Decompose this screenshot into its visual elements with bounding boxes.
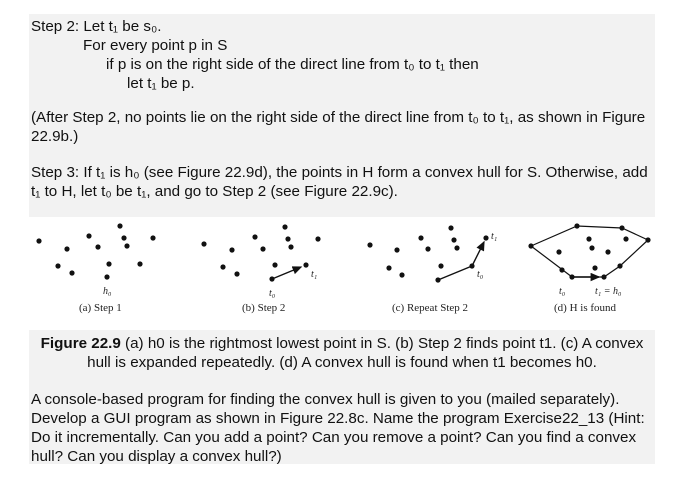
point [451, 237, 456, 242]
point [623, 236, 628, 241]
panel-d-label: (d) H is found [554, 302, 617, 314]
point [124, 243, 129, 248]
label-t1-h0: t₁ = h₀ [595, 286, 622, 297]
point [425, 246, 430, 251]
point [386, 265, 391, 270]
point [418, 235, 423, 240]
point [201, 241, 206, 246]
point [288, 244, 293, 249]
point [399, 272, 404, 277]
point [592, 265, 597, 270]
point [36, 238, 41, 243]
figure-22-9-drawing [29, 217, 655, 330]
point [556, 249, 561, 254]
point [589, 245, 594, 250]
point [448, 225, 453, 230]
point [272, 262, 277, 267]
arrow-t0-t1 [472, 242, 484, 266]
hull-edge [438, 266, 472, 280]
point [252, 234, 257, 239]
panel-a [36, 223, 155, 314]
point [454, 245, 459, 250]
figure-caption [29, 334, 655, 372]
point [64, 246, 69, 251]
label-t0: t₀ [477, 269, 484, 280]
label-t0: t₀ [269, 288, 276, 299]
point [394, 247, 399, 252]
point [605, 249, 610, 254]
point [121, 235, 126, 240]
point [95, 244, 100, 249]
point [367, 242, 372, 247]
figure-22-9 [29, 217, 655, 330]
panel-b-label: (b) Step 2 [242, 302, 286, 314]
point [220, 264, 225, 269]
point [617, 263, 622, 268]
point-t1 [303, 262, 308, 267]
step2-line3: if p is on the right side of the direct line from t₀ to t₁ then [106, 56, 479, 73]
label-t0: t₀ [559, 286, 566, 297]
point-t1-h0 [601, 274, 606, 279]
exercise-paragraph: A console-based program for finding the convex hull is given to you (mailed separately). Develop a GUI program as shown in Figure 22.8c. Name the program Exercise22_13 (Hint: Do it incrementally. Can you add a point? Can you remove a point? Can you find a convex hull? Can you display a convex hull?) [31, 391, 645, 465]
point [285, 236, 290, 241]
convex-hull-polygon [531, 226, 648, 277]
point [559, 267, 564, 272]
label-h0: h₀ [103, 286, 112, 297]
arrow-t0-t1 [272, 267, 301, 279]
point [574, 223, 579, 228]
point [260, 246, 265, 251]
step2-line4: let t₁ be p. [127, 75, 195, 92]
after-step2-note: (After Step 2, no points lie on the right side of the direct line from t₀ to t₁, as shown in Figure 22.9b.) [31, 109, 646, 145]
panel-c [367, 225, 497, 314]
point [315, 236, 320, 241]
point [86, 233, 91, 238]
step3-paragraph: Step 3: If t₁ is h₀ (see Figure 22.9d), the points in H form a convex hull for S. Otherwise, add t₁ to H, let t₀ be t₁, and go to Step 2 (see Figure 22.9c). [31, 164, 648, 200]
panel-d [528, 223, 650, 314]
panel-a-label: (a) Step 1 [79, 302, 122, 314]
caption-text: (a) h0 is the rightmost lowest point in S. (b) Step 2 finds point t1. (c) A convex hull is expanded repeatedly. (d) A convex hull is found when t1 becomes h0. [87, 335, 644, 371]
panel-c-label: (c) Repeat Step 2 [392, 302, 469, 314]
step2-line1: Step 2: Let t₁ be s₀. [31, 18, 162, 35]
point [150, 235, 155, 240]
point [586, 236, 591, 241]
label-t1: t₁ [311, 269, 318, 280]
point [645, 237, 650, 242]
point [55, 263, 60, 268]
point [528, 243, 533, 248]
point [69, 270, 74, 275]
point-h0 [104, 274, 109, 279]
step2-line2: For every point p in S [83, 37, 228, 54]
point [438, 263, 443, 268]
point [234, 271, 239, 276]
point [229, 247, 234, 252]
caption-figure-number: Figure 22.9 [40, 335, 121, 352]
point [106, 261, 111, 266]
point [282, 224, 287, 229]
label-t1: t₁ [491, 231, 498, 242]
point [117, 223, 122, 228]
document-page [29, 14, 655, 464]
point [619, 225, 624, 230]
point [137, 261, 142, 266]
panel-b [201, 224, 320, 314]
point-t1 [483, 235, 488, 240]
